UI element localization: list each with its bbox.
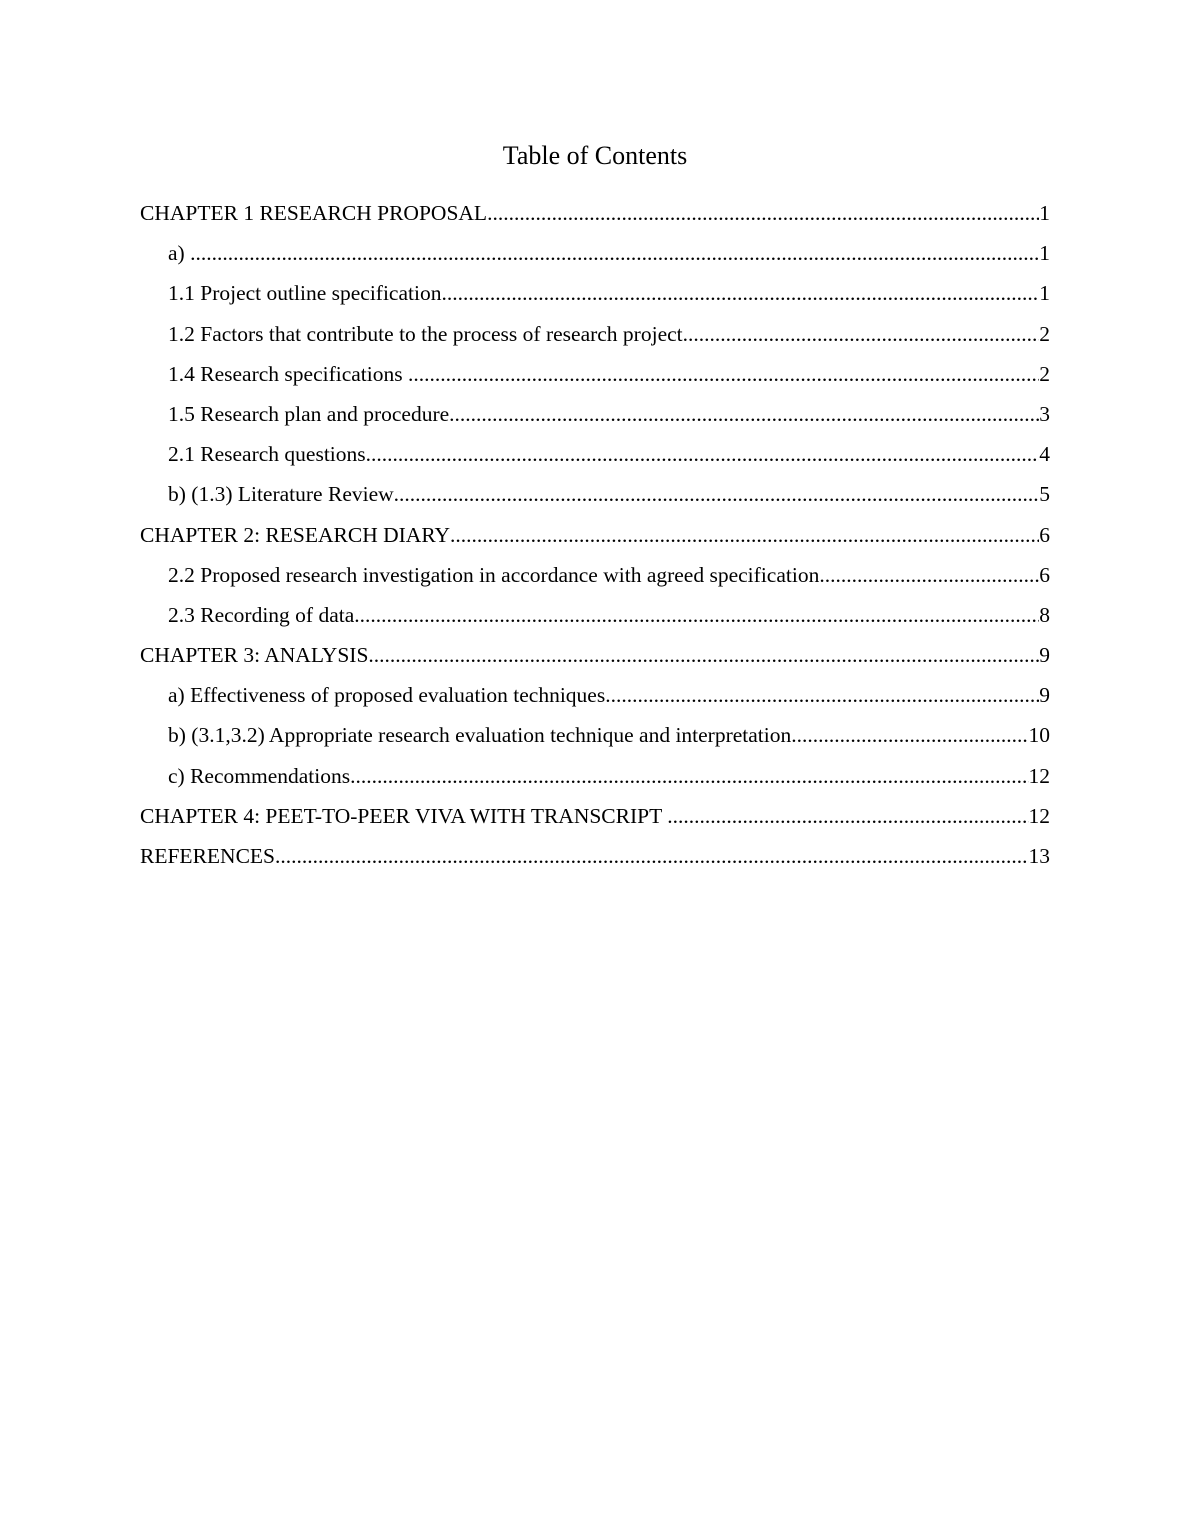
- toc-entry-text: 1.2 Factors that contribute to the process of research project: [168, 321, 683, 346]
- toc-section-entry[interactable]: [140, 438, 1050, 478]
- toc-entry-text: b) (3.1,3.2) Appropriate research evaluation technique and interpretation: [168, 723, 792, 748]
- toc-chapter-entry[interactable]: [140, 519, 1050, 559]
- toc-entry-text: CHAPTER 3: ANALYSIS: [140, 643, 369, 668]
- toc-section-entry[interactable]: [140, 237, 1050, 277]
- toc-entry-text: a): [168, 241, 191, 266]
- toc-page-number: 12: [1028, 803, 1050, 828]
- toc-page-number: 12: [1028, 763, 1050, 788]
- toc-dot-leader: [449, 398, 1039, 430]
- toc-dot-leader: [190, 237, 1039, 269]
- toc-section-entry[interactable]: [140, 760, 1050, 800]
- toc-entry-text: REFERENCES: [140, 844, 275, 868]
- toc-chapter-entry[interactable]: [140, 639, 1050, 679]
- toc-entry-text: 2.1 Research questions: [168, 442, 366, 467]
- toc-dot-leader: [605, 679, 1039, 711]
- toc-dot-leader: [487, 197, 1039, 229]
- toc-page-number: 6: [1039, 522, 1050, 547]
- toc-dot-leader: [441, 277, 1039, 309]
- toc-dot-leader: [683, 318, 1040, 350]
- toc-section-entry[interactable]: [140, 559, 1050, 599]
- toc-section-entry[interactable]: [140, 398, 1050, 438]
- toc-chapter-entry[interactable]: [140, 840, 1050, 880]
- toc-page-number: 1: [1039, 281, 1050, 306]
- toc-page-number: 6: [1039, 562, 1050, 587]
- toc-page-number: 4: [1039, 442, 1050, 467]
- toc-page-number: 2: [1039, 321, 1050, 346]
- toc-section-entry[interactable]: [140, 599, 1050, 639]
- toc-dot-leader: [368, 639, 1039, 671]
- toc-entry-text: 2.3 Recording of data: [168, 602, 355, 627]
- toc-dot-leader: [450, 519, 1039, 551]
- toc-entry-text: 1.5 Research plan and procedure: [168, 401, 450, 426]
- toc-page-number: 9: [1039, 643, 1050, 668]
- toc-dot-leader: [791, 719, 1028, 751]
- toc-list: [140, 197, 1050, 880]
- toc-dot-leader: [275, 840, 1029, 872]
- toc-section-entry[interactable]: [140, 358, 1050, 398]
- toc-dot-leader: [408, 358, 1039, 390]
- toc-page-number: 13: [1028, 844, 1050, 868]
- toc-entry-text: 2.2 Proposed research investigation in accordance with agreed specification: [168, 562, 820, 587]
- toc-entry-text: CHAPTER 1 RESEARCH PROPOSAL: [140, 201, 488, 225]
- toc-chapter-entry[interactable]: [140, 197, 1050, 237]
- toc-section-entry[interactable]: [140, 679, 1050, 719]
- toc-page-number: 5: [1039, 482, 1050, 507]
- toc-section-entry[interactable]: [140, 318, 1050, 358]
- toc-entry-text: 1.1 Project outline specification: [168, 281, 442, 306]
- toc-page-number: 1: [1039, 201, 1050, 225]
- toc-chapter-entry[interactable]: [140, 800, 1050, 840]
- toc-page-number: 2: [1039, 361, 1050, 386]
- toc-title: Table of Contents: [502, 141, 688, 170]
- toc-entry-text: CHAPTER 2: RESEARCH DIARY: [140, 522, 450, 547]
- toc-section-entry[interactable]: [140, 277, 1050, 317]
- toc-entry-text: a) Effectiveness of proposed evaluation techniques: [168, 683, 606, 708]
- toc-dot-leader: [667, 800, 1028, 832]
- toc-dot-leader: [366, 438, 1040, 470]
- toc-entry-text: c) Recommendations: [168, 763, 351, 788]
- toc-page-number: 8: [1039, 602, 1050, 627]
- toc-page-number: 9: [1039, 683, 1050, 708]
- toc-dot-leader: [354, 599, 1039, 631]
- toc-section-entry[interactable]: [140, 478, 1050, 518]
- toc-entry-text: CHAPTER 4: PEET-TO-PEER VIVA WITH TRANSCRIPT: [140, 803, 668, 828]
- toc-page-number: 10: [1028, 723, 1050, 748]
- toc-page-number: 1: [1039, 241, 1050, 266]
- toc-dot-leader: [350, 760, 1028, 792]
- toc-dot-leader: [819, 559, 1039, 591]
- toc-entry-text: b) (1.3) Literature Review: [168, 482, 394, 507]
- toc-section-entry[interactable]: [140, 719, 1050, 759]
- toc-page-number: 3: [1039, 401, 1050, 426]
- toc-dot-leader: [394, 478, 1040, 510]
- toc-entry-text: 1.4 Research specifications: [168, 361, 408, 386]
